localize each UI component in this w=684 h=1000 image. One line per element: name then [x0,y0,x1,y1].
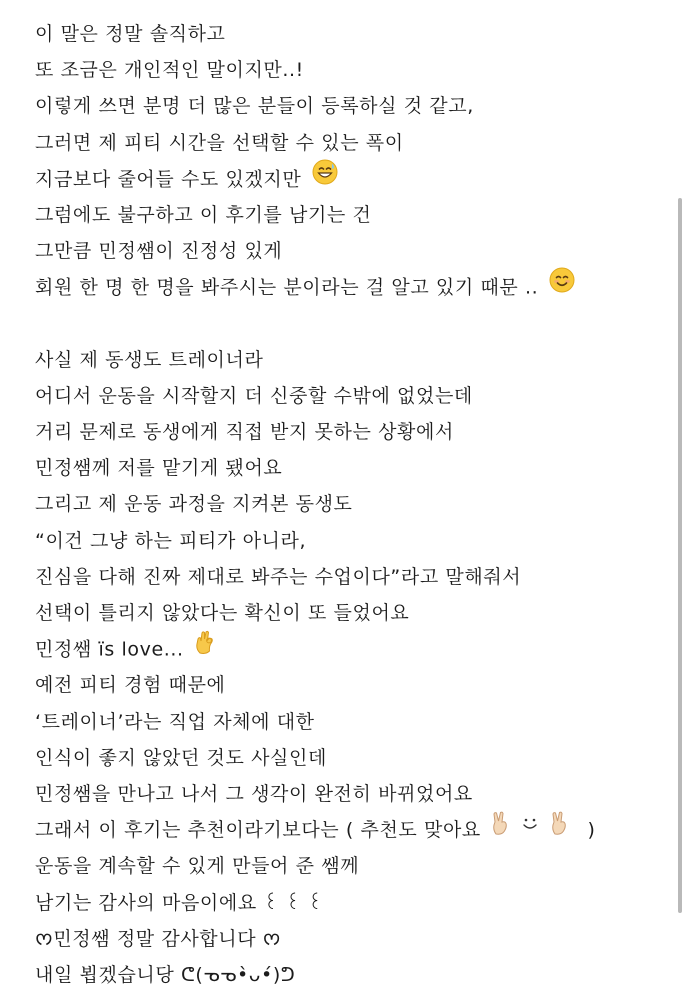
note-line-10: 사실 제 동생도 트레이너라 [35,348,264,371]
note-line-26: ᰔ민정쌤 정말 감사합니다 ᰔ [35,927,282,950]
closing-paren: ) [587,819,596,842]
note-line-21: 인식이 좋지 않았던 것도 사실인데 [35,746,327,769]
note-line-5 [35,161,655,197]
note-line-27: 내일 뵙겠습니당 ᕦ(ᓀᓀ•̀ᴗ•́)ᕤ [35,963,296,986]
note-line-25: 남기는 감사의 마음이에요 ꒰ ꒰ ꒰ [35,891,324,914]
smiling-blush-icon [549,267,575,305]
victory-hand-icon [551,811,569,847]
note-line-18 [35,631,655,667]
note-line-16: 진심을 다해 진짜 제대로 봐주는 수업이다”라고 말해줘서 [35,565,522,588]
note-line-18-text: 민정쌤 ïs love... [35,638,184,661]
scrollbar[interactable] [676,0,684,1000]
note-line-8-text: 회원 한 명 한 명을 봐주시는 분이라는 걸 알고 있기 때문 .. [35,276,539,299]
note-line-20: ‘트레이너’라는 직업 자체에 대한 [35,710,315,733]
note-line-23-text: 그래서 이 후기는 추천이라기보다는 ( 추천도 맞아요 [35,819,481,842]
blank-line [35,306,655,342]
note-line-19: 예전 피티 경험 때문에 [35,674,226,697]
ok-hand-icon [194,629,216,667]
review-note [35,16,655,993]
note-line-4: 그러면 제 피티 시간을 선택할 수 있는 폭이 [35,131,404,154]
note-line-14: 그리고 제 운동 과정을 지켜본 동생도 [35,493,353,516]
note-line-12: 거리 문제로 동생에게 직접 받지 못하는 상황에서 [35,421,454,444]
note-line-13: 민정쌤께 저를 맡기게 됐어요 [35,457,283,480]
note-line-2: 또 조금은 개인적인 말이지만..! [35,59,304,82]
note-line-11: 어디서 운동을 시작할지 더 신중할 수밖에 없었는데 [35,384,473,407]
victory-hand-icon [492,811,510,847]
note-line-22: 민정쌤을 만나고 나서 그 생각이 완전히 바뀌었어요 [35,782,473,805]
note-line-17: 선택이 틀리지 않았다는 확신이 또 들었어요 [35,602,410,624]
scrollbar-thumb[interactable] [678,198,682,913]
note-line-1: 이 말은 정말 솔직하고 [35,23,226,45]
note-line-3: 이렇게 쓰면 분명 더 많은 분들이 등록하실 것 같고, [35,95,474,118]
grinning-sweat-icon [312,159,338,197]
note-line-5-text: 지금보다 줄어들 수도 있겠지만 [35,168,302,191]
smile-face-icon [520,811,540,847]
note-line-6: 그럼에도 불구하고 이 후기를 남기는 건 [35,203,372,226]
note-line-23 [35,812,655,848]
note-line-7: 그만큼 민정쌤이 진정성 있게 [35,240,283,263]
note-line-15: “이건 그냥 하는 피티가 아니라, [35,529,307,552]
note-line-8 [35,269,655,305]
note-line-24: 운동을 계속할 수 있게 만들어 준 쌤께 [35,855,360,878]
